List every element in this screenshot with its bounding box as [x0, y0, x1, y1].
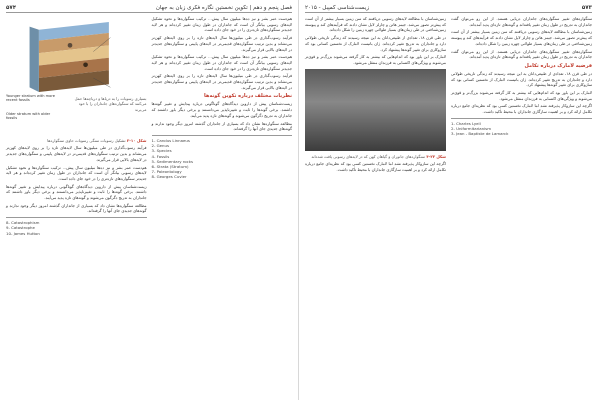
right-page-column-1 — [451, 16, 592, 174]
paragraph: هم‌دست عمر بشر و نیز ده‌ها میلیون سال پیش... ترکیب سنگواره‌ها و نحوه تشکیل لایه‌های رسوبی بیانگر آن است که جانداران در طول زمان تغییر کرده‌اند و هر لایه جدیدتر سنگواره‌های تازه‌تری را در خود جای داده است. — [6, 164, 147, 181]
paragraph: اگرچه این سازوکار پذیرفته نشد اما لامارک نخستین کسی بود که نظریه‌ای جامع درباره تکامل ارائه کرد و بر اهمیت سازگاری جانداران با محیط تأکید داشت. — [451, 103, 592, 115]
paragraph: مطالعه سنگواره‌ها نشان داد که بسیاری از جانداران گذشته امروز دیگر وجود ندارند و گونه‌های جدیدی جای آنها را گرفته‌اند. — [6, 202, 147, 214]
photo-caption: شکل ۲۲-۴ سنگواره‌های جانوران و گیاهان کهن که در لایه‌های رسوبی یافت شده‌اند — [311, 153, 446, 159]
paragraph: زیست‌شناسان پیش از داروین دیدگاه‌های گوناگونی درباره پیدایش و تغییر گونه‌ها داشتند. برخی گونه‌ها را ثابت و تغییرناپذیر می‌دانستند و برخی دیگر باور داشتند که جانداران به تدریج دگرگون می‌شوند و گونه‌های تازه پدید می‌آیند. — [6, 183, 147, 201]
paragraph: زمین‌شناسان با مطالعه لایه‌های رسوبی دریافتند که سن زمین بسیار بیشتر از آن است که پیش‌تر تصور می‌شد. جیمز هاتن و چارلز لایل نشان دادند که فرآیندهای کند و پیوسته زمین‌شناختی در طی زمان‌های بسیار طولانی چهره زمین را شکل داده‌اند. — [305, 16, 446, 33]
older-stratum-label: Older stratum with older fossils — [6, 112, 51, 120]
paragraph: زمین‌شناسان با مطالعه لایه‌های رسوبی دریافتند که سن زمین بسیار بیشتر از آن است که پیش‌تر تصور می‌شد. جیمز هاتن و چارلز لایل نشان دادند که فرآیندهای کند و پیوسته زمین‌شناختی در طی زمان‌های بسیار طولانی چهره زمین را شکل داده‌اند. — [451, 29, 592, 46]
paragraph: اگرچه این سازوکار پذیرفته نشد اما لامارک نخستین کسی بود که نظریه‌ای جامع درباره تکامل ارائه کرد و بر اهمیت سازگاری جانداران با محیط تأکید داشت. — [305, 161, 446, 172]
right-page-number: ۵۷۳ — [581, 5, 592, 11]
strata-figure — [6, 16, 147, 136]
left-page-column-2 — [6, 16, 147, 236]
left-page-column-1 — [152, 16, 293, 236]
younger-stratum-label: Younger stratum with more recent fossils — [6, 94, 55, 102]
right-page-column-2 — [305, 16, 446, 174]
paragraph: مطالعه سنگواره‌ها نشان داد که بسیاری از جانداران گذشته امروز دیگر وجود ندارند و گونه‌های جدیدی جای آنها را گرفته‌اند. — [151, 120, 292, 132]
paragraph: زیست‌شناسان پیش از داروین دیدگاه‌های گوناگونی درباره پیدایش و تغییر گونه‌ها داشتند. برخی گونه‌ها را ثابت و تغییرناپذیر می‌دانستند و برخی دیگر باور داشتند که جانداران به تدریج دگرگون می‌شوند و گونه‌های تازه پدید می‌آیند. — [151, 101, 292, 118]
paragraph: فرآیند رسوب‌گذاری در طی میلیون‌ها سال لایه‌های تازه را بر روی لایه‌های کهن‌تر می‌نشاند و بدین ترتیب سنگواره‌های قدیمی‌تر در لایه‌های پایینی و سنگواره‌های جدیدتر در لایه‌های بالایی قرار می‌گیرند. — [6, 145, 147, 162]
paragraph: سنگواره‌های تغییر سنگواره‌های جانداران دریایی هستند. از این رو می‌توان گفت جانداران به تدریج در طول زمان تغییر یافته‌اند و گونه‌های تازه‌ای پدید آمده‌اند. — [451, 16, 592, 27]
paragraph: در طی قرن ۱۸، تعدادی از طبیعی‌دانان به این نتیجه رسیدند که زندگی تاریخی طولانی دارد و جانداران به تدریج تغییر کرده‌اند. ژان باتیست لامارک از نخستین کسانی بود که سازوکاری برای تغییر گونه‌ها پیشنهاد کرد. — [305, 35, 446, 52]
paragraph: لامارک بر این باور بود که اندام‌هایی که بیشتر به کار گرفته می‌شوند بزرگ‌تر و قوی‌تر می‌شوند و ویژگی‌های اکتسابی به فرزندان منتقل می‌شود. — [305, 54, 446, 65]
paragraph: در طی قرن ۱۸، تعدادی از طبیعی‌دانان به این نتیجه رسیدند که زندگی تاریخی طولانی دارد و جانداران به تدریج تغییر کرده‌اند. ژان باتیست لامارک از نخستین کسانی بود که سازوکاری برای تغییر گونه‌ها پیشنهاد کرد. — [451, 70, 592, 88]
footnotes: 1- Charles Lyell 2- Uniformitarianism 3- Jean - Baptiste de Lamarck — [451, 118, 592, 137]
left-running-header — [6, 4, 292, 13]
left-running-title: فصل پنجم و دهم | تکوین نخستین نگاره فکری زبان به جهان — [155, 5, 292, 11]
paragraph: سنگواره‌های تغییر سنگواره‌های جانداران دریایی هستند. از این رو می‌توان گفت جانداران به تدریج در طول زمان تغییر یافته‌اند و گونه‌های تازه‌ای پدید آمده‌اند. — [451, 48, 592, 60]
figure-caption: شکل ۱۰-۳ تشکیل رسوبات سنگی رسوبات حاوی سنگواره‌ها — [47, 138, 147, 143]
left-page — [0, 0, 299, 400]
right-running-header — [305, 4, 592, 13]
left-page-number: ۵۷۴ — [6, 5, 17, 11]
fossil-photo-frame — [305, 69, 446, 151]
footnotes: 8- Catastrophism 9- Catastrophe 10- James Hutton — [6, 217, 147, 236]
section-heading: نظریات مختلف درباره تکوین گونه‌ها — [204, 93, 292, 100]
paragraph: فرآیند رسوب‌گذاری در طی میلیون‌ها سال لایه‌های تازه را بر روی لایه‌های کهن‌تر می‌نشاند و بدین ترتیب سنگواره‌های قدیمی‌تر در لایه‌های پایینی و سنگواره‌های جدیدتر در لایه‌های بالایی قرار می‌گیرند. — [151, 35, 292, 52]
fossil-photo — [305, 69, 446, 151]
right-page — [299, 0, 598, 400]
footnotes: 1- Carolus Linnaeus 2- Genus 3- Species 4- Fossils 5- Sedimentary rocks 6- Strata (Stratum) 7- Paleontology 8- Georges Cuvier — [152, 135, 293, 180]
side-caption: بسیاری رسوبات را به دریاها و دریاچه‌ها حمل می‌کنند که سنگواره‌های جانداران را با خود می‌برند — [74, 96, 147, 112]
paragraph: هم‌دست عمر بشر و نیز ده‌ها میلیون سال پیش... ترکیب سنگواره‌ها و نحوه تشکیل لایه‌های رسوبی بیانگر آن است که جانداران در طول زمان تغییر کرده‌اند و هر لایه جدیدتر سنگواره‌های تازه‌تری را در خود جای داده است. — [151, 54, 292, 71]
right-running-title: زیست‌شناسی کمپبل - ۲۰۱۵ — [305, 5, 369, 11]
paragraph: لامارک بر این باور بود که اندام‌هایی که بیشتر به کار گرفته می‌شوند بزرگ‌تر و قوی‌تر می‌شوند و ویژگی‌های اکتسابی به فرزندان منتقل می‌شود. — [451, 90, 592, 101]
paragraph: هم‌دست عمر بشر و نیز ده‌ها میلیون سال پیش... ترکیب سنگواره‌ها و نحوه تشکیل لایه‌های رسوبی بیانگر آن است که جانداران در طول زمان تغییر کرده‌اند و هر لایه جدیدتر سنگواره‌های تازه‌تری را در خود جای داده است. — [151, 16, 292, 33]
paragraph: فرآیند رسوب‌گذاری در طی میلیون‌ها سال لایه‌های تازه را بر روی لایه‌های کهن‌تر می‌نشاند و بدین ترتیب سنگواره‌های قدیمی‌تر در لایه‌های پایینی و سنگواره‌های جدیدتر در لایه‌های بالایی قرار می‌گیرند. — [151, 73, 292, 90]
strata-diagram — [10, 22, 130, 92]
section-heading: فرضیه لامارک درباره تکامل — [524, 62, 592, 69]
